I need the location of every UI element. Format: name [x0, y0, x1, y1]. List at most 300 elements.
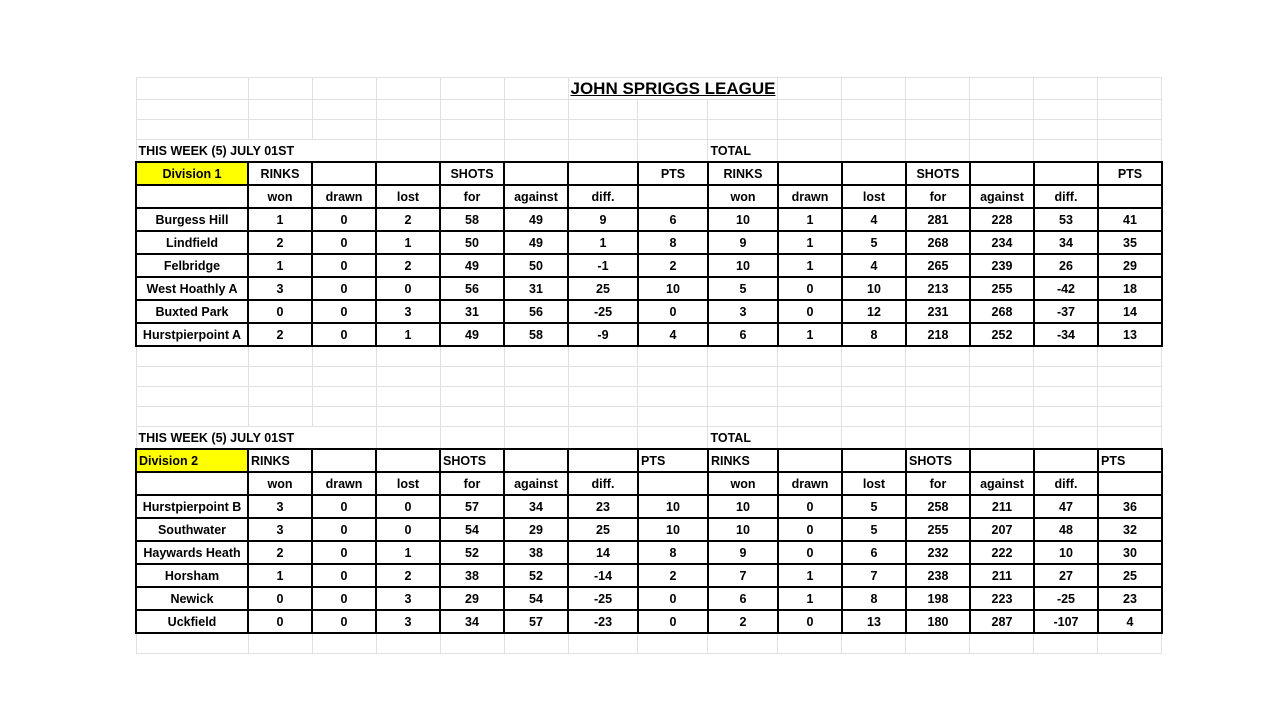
empty-cell[interactable]: [440, 427, 504, 450]
week-against-cell[interactable]: 38: [504, 541, 568, 564]
total-won-cell[interactable]: 6: [708, 323, 778, 346]
empty-cell[interactable]: [708, 367, 778, 387]
empty-cell[interactable]: [248, 407, 312, 427]
blank-header[interactable]: [638, 185, 708, 208]
week-diff-cell[interactable]: 14: [568, 541, 638, 564]
empty-cell[interactable]: [440, 120, 504, 140]
total-against-cell[interactable]: 268: [970, 300, 1034, 323]
empty-cell[interactable]: [1098, 100, 1162, 120]
empty-cell[interactable]: [312, 100, 376, 120]
week-for-cell[interactable]: 54: [440, 518, 504, 541]
blank-header[interactable]: [1034, 449, 1098, 472]
total-diff-cell[interactable]: 10: [1034, 541, 1098, 564]
total-won-cell[interactable]: 5: [708, 277, 778, 300]
diff-header[interactable]: diff.: [568, 472, 638, 495]
empty-cell[interactable]: [248, 100, 312, 120]
total-lost-cell[interactable]: 8: [842, 323, 906, 346]
week-pts-cell[interactable]: 0: [638, 587, 708, 610]
week-won-cell[interactable]: 3: [248, 518, 312, 541]
total-against-cell[interactable]: 211: [970, 564, 1034, 587]
empty-cell[interactable]: [638, 387, 708, 407]
empty-cell[interactable]: [778, 367, 842, 387]
total-for-cell[interactable]: 180: [906, 610, 970, 633]
empty-cell[interactable]: [970, 100, 1034, 120]
week-lost-cell[interactable]: 3: [376, 610, 440, 633]
week-drawn-cell[interactable]: 0: [312, 610, 376, 633]
empty-cell[interactable]: [708, 407, 778, 427]
empty-cell[interactable]: [136, 120, 248, 140]
empty-cell[interactable]: [312, 367, 376, 387]
empty-cell[interactable]: [1034, 100, 1098, 120]
week-diff-cell[interactable]: 1: [568, 231, 638, 254]
week-won-cell[interactable]: 0: [248, 587, 312, 610]
against-header[interactable]: against: [970, 185, 1034, 208]
empty-cell[interactable]: [842, 367, 906, 387]
week-for-cell[interactable]: 31: [440, 300, 504, 323]
week-won-cell[interactable]: 0: [248, 610, 312, 633]
blank-header[interactable]: [842, 449, 906, 472]
for-header[interactable]: for: [440, 185, 504, 208]
empty-cell[interactable]: [1034, 387, 1098, 407]
total-pts-cell[interactable]: 41: [1098, 208, 1162, 231]
total-diff-cell[interactable]: 47: [1034, 495, 1098, 518]
total-for-cell[interactable]: 198: [906, 587, 970, 610]
team-name[interactable]: Hurstpierpoint A: [136, 323, 248, 346]
empty-cell[interactable]: [970, 387, 1034, 407]
empty-cell[interactable]: [504, 140, 568, 163]
team-name[interactable]: Lindfield: [136, 231, 248, 254]
empty-cell[interactable]: [504, 346, 568, 367]
empty-cell[interactable]: [136, 78, 248, 100]
total-diff-cell[interactable]: -107: [1034, 610, 1098, 633]
blank-header[interactable]: [504, 162, 568, 185]
total-lost-cell[interactable]: 4: [842, 208, 906, 231]
week-diff-cell[interactable]: 9: [568, 208, 638, 231]
empty-cell[interactable]: [568, 387, 638, 407]
diff-header[interactable]: diff.: [1034, 185, 1098, 208]
week-diff-cell[interactable]: -25: [568, 300, 638, 323]
empty-cell[interactable]: [638, 120, 708, 140]
total-drawn-cell[interactable]: 0: [778, 541, 842, 564]
lost-header[interactable]: lost: [842, 472, 906, 495]
total-pts-cell[interactable]: 36: [1098, 495, 1162, 518]
week-pts-cell[interactable]: 2: [638, 254, 708, 277]
empty-cell[interactable]: [638, 140, 708, 163]
week-drawn-cell[interactable]: 0: [312, 208, 376, 231]
blank-header[interactable]: [1098, 472, 1162, 495]
total-lost-cell[interactable]: 10: [842, 277, 906, 300]
week-diff-cell[interactable]: -23: [568, 610, 638, 633]
pts-header[interactable]: PTS: [638, 162, 708, 185]
week-against-cell[interactable]: 31: [504, 277, 568, 300]
team-name[interactable]: Buxted Park: [136, 300, 248, 323]
total-diff-cell[interactable]: 34: [1034, 231, 1098, 254]
empty-cell[interactable]: [568, 427, 638, 450]
against-header[interactable]: against: [504, 185, 568, 208]
total-drawn-cell[interactable]: 1: [778, 323, 842, 346]
blank-header[interactable]: [1034, 162, 1098, 185]
empty-cell[interactable]: [440, 78, 504, 100]
team-name[interactable]: Hurstpierpoint B: [136, 495, 248, 518]
blank-header[interactable]: [970, 162, 1034, 185]
empty-cell[interactable]: [376, 367, 440, 387]
week-drawn-cell[interactable]: 0: [312, 254, 376, 277]
empty-cell[interactable]: [638, 367, 708, 387]
blank-header[interactable]: [376, 162, 440, 185]
total-won-cell[interactable]: 7: [708, 564, 778, 587]
team-name[interactable]: Burgess Hill: [136, 208, 248, 231]
week-won-cell[interactable]: 2: [248, 541, 312, 564]
total-drawn-cell[interactable]: 0: [778, 277, 842, 300]
total-won-cell[interactable]: 6: [708, 587, 778, 610]
empty-cell[interactable]: [842, 120, 906, 140]
empty-cell[interactable]: [970, 346, 1034, 367]
total-won-cell[interactable]: 10: [708, 495, 778, 518]
empty-cell[interactable]: [778, 100, 842, 120]
team-name[interactable]: West Hoathly A: [136, 277, 248, 300]
empty-cell[interactable]: [248, 346, 312, 367]
team-name[interactable]: Horsham: [136, 564, 248, 587]
week-won-cell[interactable]: 1: [248, 254, 312, 277]
week-pts-cell[interactable]: 2: [638, 564, 708, 587]
empty-cell[interactable]: [1098, 367, 1162, 387]
total-diff-cell[interactable]: 27: [1034, 564, 1098, 587]
week-pts-cell[interactable]: 10: [638, 277, 708, 300]
drawn-header[interactable]: drawn: [778, 472, 842, 495]
team-name[interactable]: Felbridge: [136, 254, 248, 277]
empty-cell[interactable]: [1098, 140, 1162, 163]
empty-cell[interactable]: [708, 633, 778, 654]
empty-cell[interactable]: [1098, 633, 1162, 654]
empty-cell[interactable]: [778, 427, 842, 450]
empty-cell[interactable]: [1098, 387, 1162, 407]
total-pts-cell[interactable]: 25: [1098, 564, 1162, 587]
total-lost-cell[interactable]: 6: [842, 541, 906, 564]
total-for-cell[interactable]: 258: [906, 495, 970, 518]
blank-header[interactable]: [568, 162, 638, 185]
week-against-cell[interactable]: 49: [504, 231, 568, 254]
empty-cell[interactable]: [842, 387, 906, 407]
empty-cell[interactable]: [906, 633, 970, 654]
empty-cell[interactable]: [970, 367, 1034, 387]
total-diff-cell[interactable]: -25: [1034, 587, 1098, 610]
week-lost-cell[interactable]: 0: [376, 495, 440, 518]
empty-cell[interactable]: [376, 633, 440, 654]
total-won-cell[interactable]: 10: [708, 208, 778, 231]
week-drawn-cell[interactable]: 0: [312, 518, 376, 541]
shots-header[interactable]: SHOTS: [440, 449, 504, 472]
against-header[interactable]: against: [504, 472, 568, 495]
empty-cell[interactable]: [248, 120, 312, 140]
week-diff-cell[interactable]: -9: [568, 323, 638, 346]
week-against-cell[interactable]: 57: [504, 610, 568, 633]
drawn-header[interactable]: drawn: [778, 185, 842, 208]
empty-cell[interactable]: [136, 346, 248, 367]
total-won-cell[interactable]: 2: [708, 610, 778, 633]
empty-cell[interactable]: [778, 346, 842, 367]
total-lost-cell[interactable]: 5: [842, 518, 906, 541]
week-diff-cell[interactable]: -25: [568, 587, 638, 610]
week-lost-cell[interactable]: 2: [376, 208, 440, 231]
team-name[interactable]: Uckfield: [136, 610, 248, 633]
week-for-cell[interactable]: 56: [440, 277, 504, 300]
blank-header[interactable]: [312, 449, 376, 472]
total-pts-cell[interactable]: 29: [1098, 254, 1162, 277]
empty-cell[interactable]: [504, 120, 568, 140]
week-won-cell[interactable]: 1: [248, 208, 312, 231]
week-diff-cell[interactable]: -1: [568, 254, 638, 277]
total-pts-cell[interactable]: 13: [1098, 323, 1162, 346]
week-pts-cell[interactable]: 8: [638, 541, 708, 564]
empty-cell[interactable]: [504, 633, 568, 654]
week-against-cell[interactable]: 58: [504, 323, 568, 346]
empty-cell[interactable]: [906, 78, 970, 100]
empty-cell[interactable]: [136, 387, 248, 407]
empty-cell[interactable]: [1034, 140, 1098, 163]
total-against-cell[interactable]: 252: [970, 323, 1034, 346]
empty-cell[interactable]: [638, 100, 708, 120]
blank-header[interactable]: [638, 472, 708, 495]
empty-cell[interactable]: [312, 78, 376, 100]
week-drawn-cell[interactable]: 0: [312, 277, 376, 300]
empty-cell[interactable]: [312, 633, 376, 654]
week-lost-cell[interactable]: 3: [376, 300, 440, 323]
week-pts-cell[interactable]: 6: [638, 208, 708, 231]
week-drawn-cell[interactable]: 0: [312, 564, 376, 587]
week-for-cell[interactable]: 34: [440, 610, 504, 633]
empty-cell[interactable]: [842, 633, 906, 654]
total-diff-cell[interactable]: 48: [1034, 518, 1098, 541]
blank-header[interactable]: [136, 472, 248, 495]
total-for-cell[interactable]: 238: [906, 564, 970, 587]
week-for-cell[interactable]: 52: [440, 541, 504, 564]
lost-header[interactable]: lost: [842, 185, 906, 208]
week-for-cell[interactable]: 57: [440, 495, 504, 518]
total-pts-header[interactable]: PTS: [1098, 449, 1162, 472]
empty-cell[interactable]: [638, 407, 708, 427]
total-for-cell[interactable]: 255: [906, 518, 970, 541]
empty-cell[interactable]: [778, 140, 842, 163]
empty-cell[interactable]: [842, 100, 906, 120]
empty-cell[interactable]: [1034, 407, 1098, 427]
empty-cell[interactable]: [312, 120, 376, 140]
total-against-cell[interactable]: 228: [970, 208, 1034, 231]
week-lost-cell[interactable]: 1: [376, 323, 440, 346]
total-against-cell[interactable]: 234: [970, 231, 1034, 254]
empty-cell[interactable]: [842, 427, 906, 450]
total-won-cell[interactable]: 10: [708, 518, 778, 541]
empty-cell[interactable]: [504, 100, 568, 120]
diff-header[interactable]: diff.: [1034, 472, 1098, 495]
total-pts-cell[interactable]: 32: [1098, 518, 1162, 541]
week-lost-cell[interactable]: 0: [376, 277, 440, 300]
week-drawn-cell[interactable]: 0: [312, 495, 376, 518]
blank-header[interactable]: [778, 449, 842, 472]
empty-cell[interactable]: [906, 120, 970, 140]
for-header[interactable]: for: [906, 472, 970, 495]
against-header[interactable]: against: [970, 472, 1034, 495]
empty-cell[interactable]: [312, 407, 376, 427]
shots-header[interactable]: SHOTS: [440, 162, 504, 185]
empty-cell[interactable]: [906, 387, 970, 407]
empty-cell[interactable]: [906, 346, 970, 367]
total-lost-cell[interactable]: 5: [842, 231, 906, 254]
total-lost-cell[interactable]: 13: [842, 610, 906, 633]
blank-header[interactable]: [376, 449, 440, 472]
week-pts-cell[interactable]: 0: [638, 300, 708, 323]
empty-cell[interactable]: [136, 633, 248, 654]
total-against-cell[interactable]: 287: [970, 610, 1034, 633]
empty-cell[interactable]: [312, 346, 376, 367]
total-against-cell[interactable]: 222: [970, 541, 1034, 564]
blank-header[interactable]: [568, 449, 638, 472]
won-header[interactable]: won: [708, 185, 778, 208]
week-lost-cell[interactable]: 1: [376, 231, 440, 254]
empty-cell[interactable]: [778, 633, 842, 654]
week-for-cell[interactable]: 49: [440, 323, 504, 346]
blank-header[interactable]: [778, 162, 842, 185]
empty-cell[interactable]: [376, 407, 440, 427]
empty-cell[interactable]: [778, 407, 842, 427]
total-against-cell[interactable]: 211: [970, 495, 1034, 518]
empty-cell[interactable]: [1098, 78, 1162, 100]
week-lost-cell[interactable]: 2: [376, 254, 440, 277]
empty-cell[interactable]: [376, 427, 440, 450]
team-name[interactable]: Newick: [136, 587, 248, 610]
empty-cell[interactable]: [248, 367, 312, 387]
week-for-cell[interactable]: 38: [440, 564, 504, 587]
team-name[interactable]: Haywards Heath: [136, 541, 248, 564]
total-for-cell[interactable]: 265: [906, 254, 970, 277]
empty-cell[interactable]: [248, 633, 312, 654]
empty-cell[interactable]: [970, 140, 1034, 163]
empty-cell[interactable]: [440, 100, 504, 120]
empty-cell[interactable]: [970, 78, 1034, 100]
pts-header[interactable]: PTS: [638, 449, 708, 472]
week-against-cell[interactable]: 34: [504, 495, 568, 518]
week-against-cell[interactable]: 54: [504, 587, 568, 610]
empty-cell[interactable]: [970, 633, 1034, 654]
empty-cell[interactable]: [376, 120, 440, 140]
empty-cell[interactable]: [1034, 78, 1098, 100]
week-won-cell[interactable]: 1: [248, 564, 312, 587]
total-drawn-cell[interactable]: 1: [778, 254, 842, 277]
total-pts-cell[interactable]: 35: [1098, 231, 1162, 254]
week-against-cell[interactable]: 56: [504, 300, 568, 323]
week-lost-cell[interactable]: 1: [376, 541, 440, 564]
empty-cell[interactable]: [778, 78, 842, 100]
week-drawn-cell[interactable]: 0: [312, 231, 376, 254]
week-against-cell[interactable]: 29: [504, 518, 568, 541]
total-won-cell[interactable]: 3: [708, 300, 778, 323]
total-against-cell[interactable]: 207: [970, 518, 1034, 541]
empty-cell[interactable]: [376, 100, 440, 120]
total-diff-cell[interactable]: -34: [1034, 323, 1098, 346]
empty-cell[interactable]: [906, 407, 970, 427]
won-header[interactable]: won: [708, 472, 778, 495]
total-drawn-cell[interactable]: 1: [778, 231, 842, 254]
empty-cell[interactable]: [638, 633, 708, 654]
empty-cell[interactable]: [376, 140, 440, 163]
empty-cell[interactable]: [1034, 427, 1098, 450]
diff-header[interactable]: diff.: [568, 185, 638, 208]
lost-header[interactable]: lost: [376, 185, 440, 208]
week-for-cell[interactable]: 49: [440, 254, 504, 277]
week-diff-cell[interactable]: 23: [568, 495, 638, 518]
total-pts-header[interactable]: PTS: [1098, 162, 1162, 185]
total-for-cell[interactable]: 218: [906, 323, 970, 346]
empty-cell[interactable]: [568, 100, 638, 120]
blank-header[interactable]: [842, 162, 906, 185]
empty-cell[interactable]: [136, 100, 248, 120]
empty-cell[interactable]: [376, 387, 440, 407]
empty-cell[interactable]: [504, 427, 568, 450]
empty-cell[interactable]: [504, 407, 568, 427]
empty-cell[interactable]: [638, 346, 708, 367]
empty-cell[interactable]: [778, 120, 842, 140]
for-header[interactable]: for: [906, 185, 970, 208]
won-header[interactable]: won: [248, 472, 312, 495]
empty-cell[interactable]: [708, 387, 778, 407]
total-pts-cell[interactable]: 30: [1098, 541, 1162, 564]
total-pts-cell[interactable]: 23: [1098, 587, 1162, 610]
empty-cell[interactable]: [1098, 407, 1162, 427]
empty-cell[interactable]: [778, 387, 842, 407]
total-against-cell[interactable]: 239: [970, 254, 1034, 277]
empty-cell[interactable]: [842, 346, 906, 367]
total-diff-cell[interactable]: -37: [1034, 300, 1098, 323]
won-header[interactable]: won: [248, 185, 312, 208]
empty-cell[interactable]: [568, 120, 638, 140]
total-lost-cell[interactable]: 8: [842, 587, 906, 610]
week-diff-cell[interactable]: 25: [568, 277, 638, 300]
week-for-cell[interactable]: 29: [440, 587, 504, 610]
total-diff-cell[interactable]: 53: [1034, 208, 1098, 231]
week-pts-cell[interactable]: 8: [638, 231, 708, 254]
total-diff-cell[interactable]: 26: [1034, 254, 1098, 277]
total-drawn-cell[interactable]: 1: [778, 587, 842, 610]
week-lost-cell[interactable]: 3: [376, 587, 440, 610]
week-against-cell[interactable]: 50: [504, 254, 568, 277]
blank-header[interactable]: [1098, 185, 1162, 208]
drawn-header[interactable]: drawn: [312, 472, 376, 495]
week-drawn-cell[interactable]: 0: [312, 300, 376, 323]
division-name[interactable]: Division 2: [136, 449, 248, 472]
empty-cell[interactable]: [970, 120, 1034, 140]
total-against-cell[interactable]: 223: [970, 587, 1034, 610]
week-won-cell[interactable]: 2: [248, 231, 312, 254]
team-name[interactable]: Southwater: [136, 518, 248, 541]
week-diff-cell[interactable]: -14: [568, 564, 638, 587]
empty-cell[interactable]: [568, 346, 638, 367]
week-won-cell[interactable]: 3: [248, 277, 312, 300]
week-lost-cell[interactable]: 0: [376, 518, 440, 541]
empty-cell[interactable]: [842, 78, 906, 100]
empty-cell[interactable]: [970, 407, 1034, 427]
empty-cell[interactable]: [906, 367, 970, 387]
empty-cell[interactable]: [1034, 346, 1098, 367]
total-won-cell[interactable]: 9: [708, 231, 778, 254]
empty-cell[interactable]: [376, 78, 440, 100]
for-header[interactable]: for: [440, 472, 504, 495]
week-pts-cell[interactable]: 4: [638, 323, 708, 346]
empty-cell[interactable]: [136, 407, 248, 427]
blank-header[interactable]: [136, 185, 248, 208]
empty-cell[interactable]: [1098, 120, 1162, 140]
total-drawn-cell[interactable]: 1: [778, 564, 842, 587]
total-drawn-cell[interactable]: 1: [778, 208, 842, 231]
empty-cell[interactable]: [568, 367, 638, 387]
